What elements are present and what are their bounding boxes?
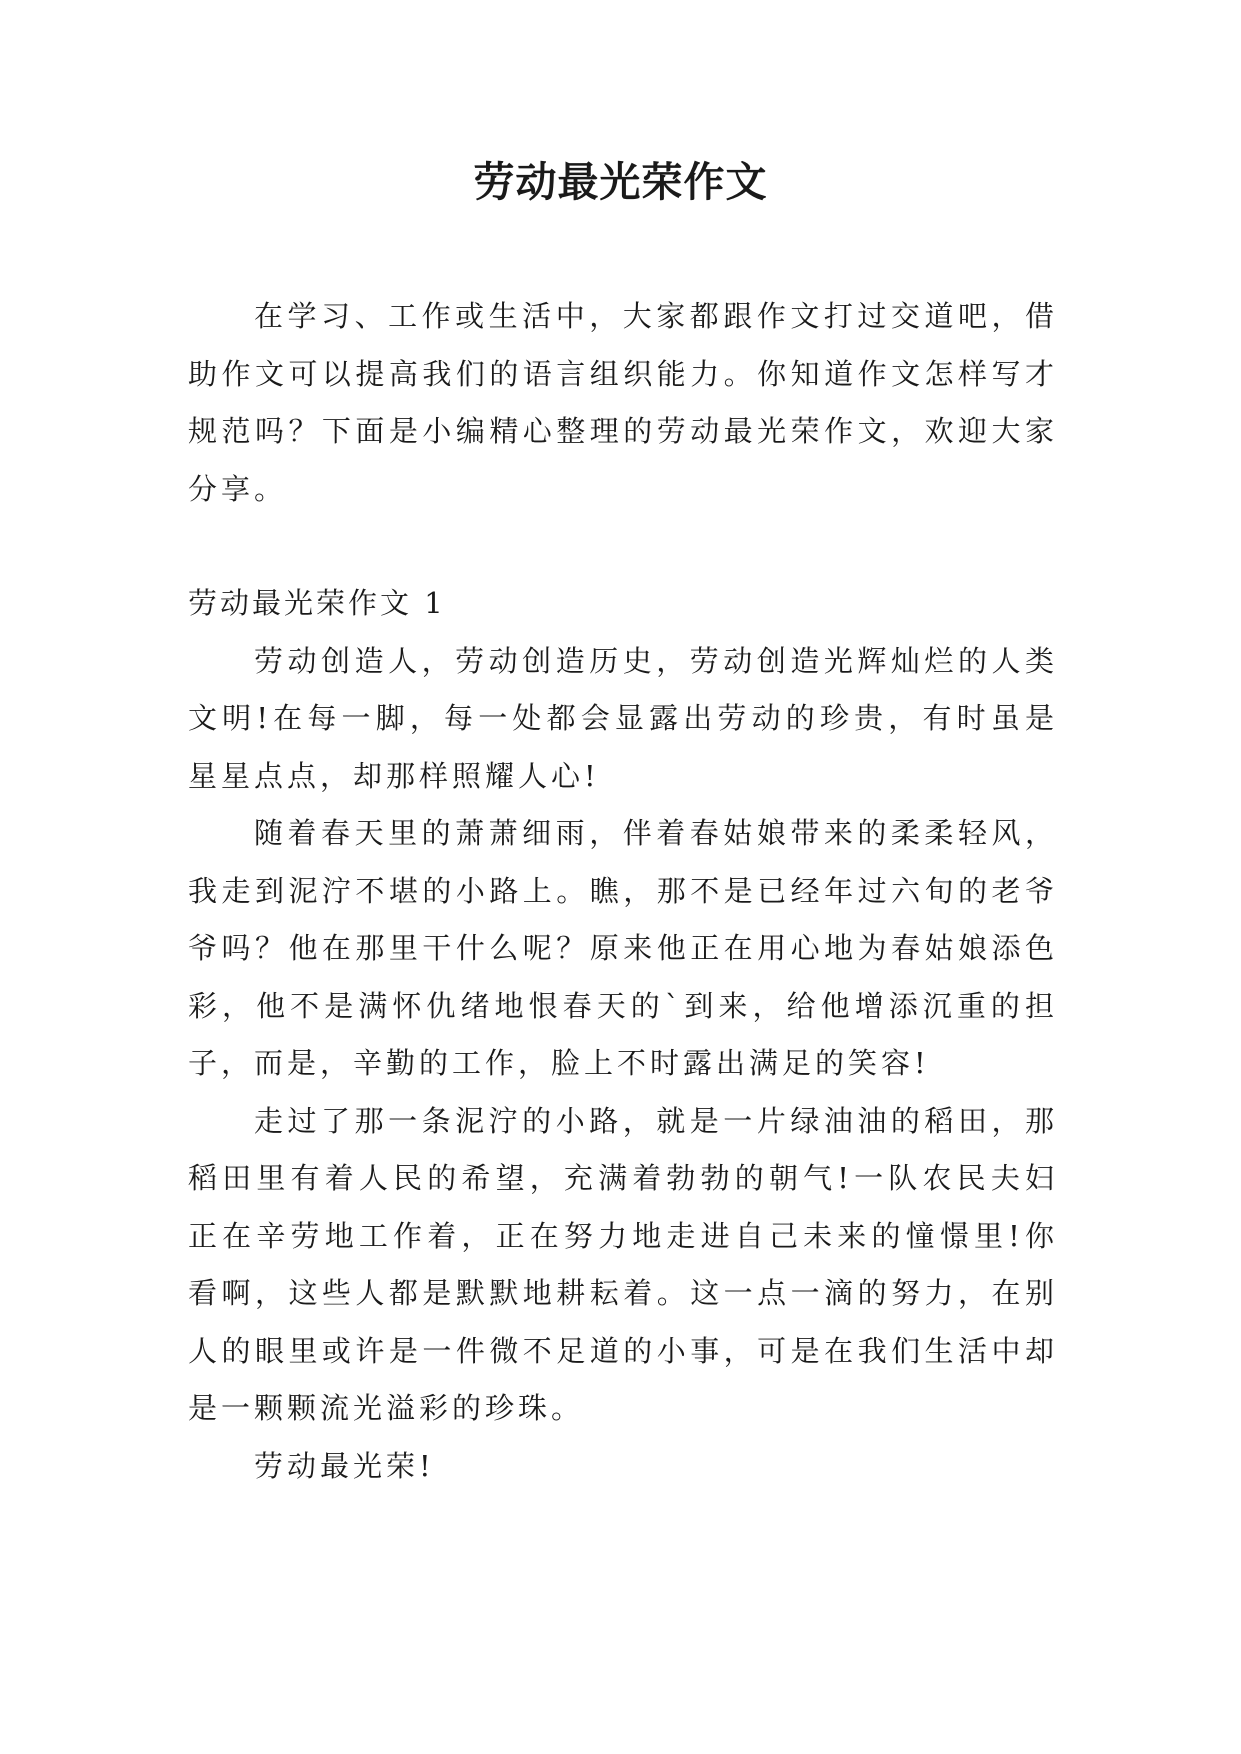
document-body [188, 288, 1058, 1495]
body-paragraph: 随着春天里的萧萧细雨，伴着春姑娘带来的柔柔轻风，我走到泥泞不堪的小路上。瞧，那不是已经年过六旬的老爷爷吗？他在那里干什么呢？原来他正在用心地为春姑娘添色彩，他不是满怀仇绪地恨春天的`到来，给他增添沉重的担子，而是，辛勤的工作，脸上不时露出满足的笑容! [188, 816, 1058, 1080]
document-title: 劳动最光荣作文 [473, 158, 768, 206]
intro-paragraph: 在学习、工作或生活中，大家都跟作文打过交道吧，借助作文可以提高我们的语言组织能力。你知道作文怎样写才规范吗？下面是小编精心整理的劳动最光荣作文，欢迎大家分享。 [188, 299, 1058, 506]
body-paragraph: 劳动创造人，劳动创造历史，劳动创造光辉灿烂的人类文明!在每一脚，每一处都会显露出劳动的珍贵，有时虽是星星点点，却那样照耀人心! [188, 643, 1058, 793]
closing-paragraph: 劳动最光荣! [254, 1448, 435, 1483]
section-heading: 劳动最光荣作文 1 [188, 586, 446, 620]
body-paragraph: 走过了那一条泥泞的小路，就是一片绿油油的稻田，那稻田里有着人民的希望，充满着勃勃的朝气!一队农民夫妇正在辛劳地工作着，正在努力地走进自己未来的憧憬里!你看啊，这些人都是默默地耕耘着。这一点一滴的努力，在别人的眼里或许是一件微不足道的小事，可是在我们生活中却是一颗颗流光溢彩的珍珠。 [188, 1103, 1058, 1425]
